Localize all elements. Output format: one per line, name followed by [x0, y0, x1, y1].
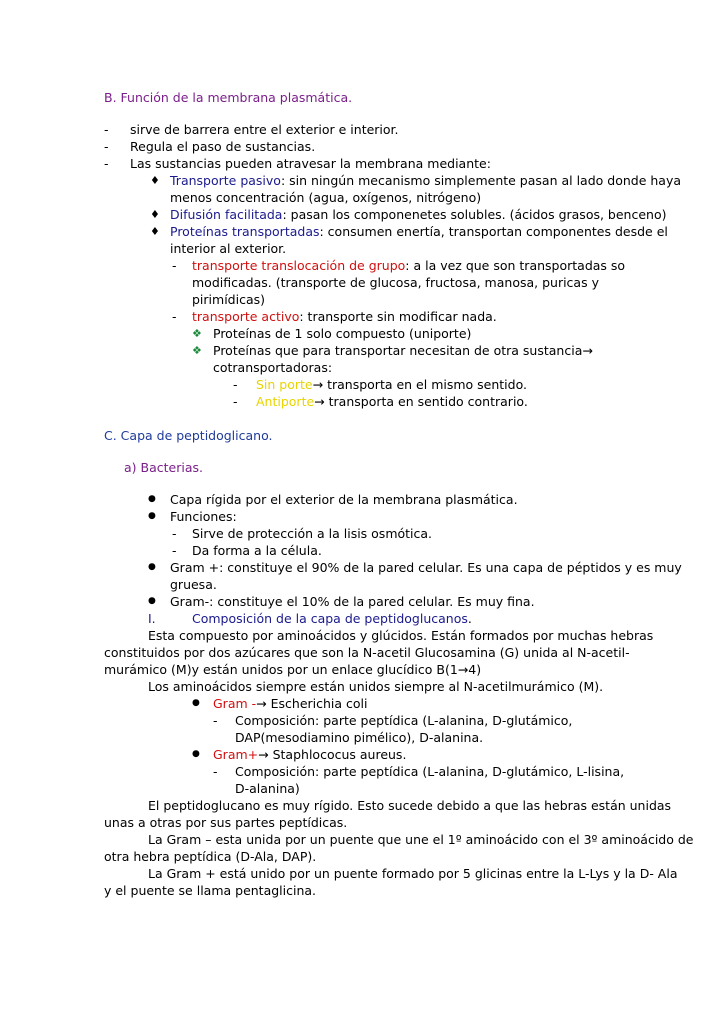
star-bullet-icon: ❖	[192, 327, 202, 340]
uniporte-text: Proteínas de 1 solo compuesto (uniporte)	[213, 326, 472, 341]
antiporte-line	[256, 393, 528, 410]
bullet-text: Funciones:	[170, 509, 237, 524]
dash-bullet: -	[104, 122, 109, 137]
dot-bullet-icon: ●	[148, 596, 156, 606]
composition-heading-text: Composición de la capa de peptidoglucanos	[192, 611, 468, 626]
activo-text: : transporte sin modificar nada.	[299, 309, 497, 324]
cotrans-line	[213, 342, 593, 359]
diamond-bullet-icon: ♦	[150, 225, 160, 238]
composition-item: Composición: parte peptídica (L-alanina, D-glutámico, L-lisina,	[235, 764, 625, 779]
dot-bullet-icon: ●	[148, 562, 156, 572]
arrow-icon: →	[457, 662, 469, 677]
sinporte-text: transporta en el mismo sentido.	[323, 377, 527, 392]
bullet-text-cont: gruesa.	[170, 577, 217, 592]
cotrans-text-cont: cotransportadoras:	[213, 360, 333, 375]
sinporte-term: Sin porte	[256, 377, 313, 392]
diamond-bullet-icon: ♦	[150, 174, 160, 187]
gram-pos-term: Gram+	[213, 747, 259, 762]
gram-pos-line	[213, 746, 406, 763]
dash-bullet: -	[233, 394, 238, 409]
paragraph-line	[104, 661, 481, 678]
antiporte-text: transporta en sentido contrario.	[324, 394, 528, 409]
sinporte-line	[256, 376, 527, 393]
gram-neg-text: Escherichia coli	[266, 696, 368, 711]
paragraph-line: La Gram – esta unida por un puente que une el 1º aminoácido con el 3º aminoácido de	[148, 832, 694, 847]
bullet-text: Capa rígida por el exterior de la membrana plasmática.	[170, 492, 518, 507]
pasivo-term: Transporte pasivo	[170, 173, 281, 188]
proteinas-term: Proteínas transportadas	[170, 224, 320, 239]
dash-bullet: -	[172, 526, 177, 541]
section-c-title: C. Capa de peptidoglicano.	[104, 428, 273, 443]
dash-bullet: -	[104, 156, 109, 171]
paragraph-line: y el puente se llama pentaglicina.	[104, 883, 317, 898]
gram-neg-term: Gram -	[213, 696, 257, 711]
dot-bullet-icon: ●	[192, 698, 200, 708]
proteinas-line	[170, 223, 668, 240]
activo-line	[192, 308, 497, 325]
arrow-icon: →	[312, 377, 324, 392]
paragraph-text: murámico (M)y están unidos por un enlace glucídico B(1	[104, 662, 458, 677]
subsection-title: a) Bacterias.	[124, 460, 203, 475]
translocacion-text-cont: modificadas. (transporte de glucosa, fructosa, manosa, puricas y	[192, 275, 599, 290]
arrow-icon: →	[256, 696, 267, 711]
star-bullet-icon: ❖	[192, 344, 202, 357]
section-b-title: B. Función de la membrana plasmática.	[104, 90, 353, 105]
arrow-icon: →	[582, 343, 593, 358]
arrow-icon: →	[258, 747, 269, 762]
dash-bullet: -	[213, 713, 218, 728]
paragraph-line: El peptidoglucano es muy rígido. Esto sucede debido a que las hebras están unidas	[148, 798, 672, 813]
list-item: Las sustancias pueden atravesar la membrana mediante:	[130, 156, 491, 171]
paragraph-line: otra hebra peptídica (D-Ala, DAP).	[104, 849, 317, 864]
translocacion-text-cont: pirimídicas)	[192, 292, 265, 307]
paragraph-line: Esta compuesto por aminoácidos y glúcidos. Están formados por muchas hebras	[148, 628, 654, 643]
antiporte-term: Antiporte	[256, 394, 315, 409]
dot-bullet-icon: ●	[192, 749, 200, 759]
dash-bullet: -	[104, 139, 109, 154]
gram-pos-text: Staphlococus aureus.	[268, 747, 407, 762]
translocacion-term: transporte translocación de grupo	[192, 258, 406, 273]
dash-bullet: -	[233, 377, 238, 392]
paragraph-line: unas a otras por sus partes peptídicas.	[104, 815, 348, 830]
paragraph-text: 4)	[468, 662, 482, 677]
proteinas-text: : consumen enertía, transportan componentes desde el	[319, 224, 668, 239]
composition-item: Composición: parte peptídica (L-alanina, D-glutámico,	[235, 713, 573, 728]
diamond-bullet-icon: ♦	[150, 208, 160, 221]
paragraph-line: La Gram + está unido por un puente formado por 5 glicinas entre la L-Lys y la D- Ala	[148, 866, 678, 881]
pasivo-text-cont: menos concentración (agua, oxígenos, nitrógeno)	[170, 190, 482, 205]
bullet-text: Gram +: constituye el 90% de la pared celular. Es una capa de péptidos y es muy	[170, 560, 682, 575]
dot-bullet-icon: ●	[148, 511, 156, 521]
facilitada-text: : pasan los componenetes solubles. (ácidos grasos, benceno)	[282, 207, 667, 222]
dot-bullet-icon: ●	[148, 494, 156, 504]
function-item: Sirve de protección a la lisis osmótica.	[192, 526, 433, 541]
list-item: sirve de barrera entre el exterior e interior.	[130, 122, 399, 137]
proteinas-text-cont: interior al exterior.	[170, 241, 287, 256]
dash-bullet: -	[172, 543, 177, 558]
translocacion-line	[192, 257, 625, 274]
facilitada-line	[170, 206, 666, 223]
activo-term: transporte activo	[192, 309, 300, 324]
list-item: Regula el paso de sustancias.	[130, 139, 316, 154]
paragraph-line: Los aminoácidos siempre están unidos siempre al N-acetilmurámico (M).	[148, 679, 604, 694]
composition-item-cont: D-alanina)	[235, 781, 300, 796]
dash-bullet: -	[172, 258, 177, 273]
function-item: Da forma a la célula.	[192, 543, 322, 558]
roman-numeral: I.	[148, 611, 156, 626]
composition-item-cont: DAP(mesodiamino pimélico), D-alanina.	[235, 730, 484, 745]
dash-bullet: -	[213, 764, 218, 779]
paragraph-line: constituidos por dos azúcares que son la N-acetil Glucosamina (G) unida al N-acetil-	[104, 645, 630, 660]
pasivo-line	[170, 172, 681, 189]
facilitada-term: Difusión facilitada	[170, 207, 283, 222]
bullet-text: Gram-: constituye el 10% de la pared celular. Es muy fina.	[170, 594, 535, 609]
pasivo-text: : sin ningún mecanismo simplemente pasan al lado donde haya	[280, 173, 682, 188]
gram-neg-line	[213, 695, 368, 712]
cotrans-text: Proteínas que para transportar necesitan de otra sustancia	[213, 343, 583, 358]
dash-bullet: -	[172, 309, 177, 324]
arrow-icon: →	[314, 394, 325, 409]
translocacion-text: : a la vez que son transportadas so	[405, 258, 626, 273]
composition-heading: Composición de la capa de peptidoglucanos.	[192, 611, 472, 626]
